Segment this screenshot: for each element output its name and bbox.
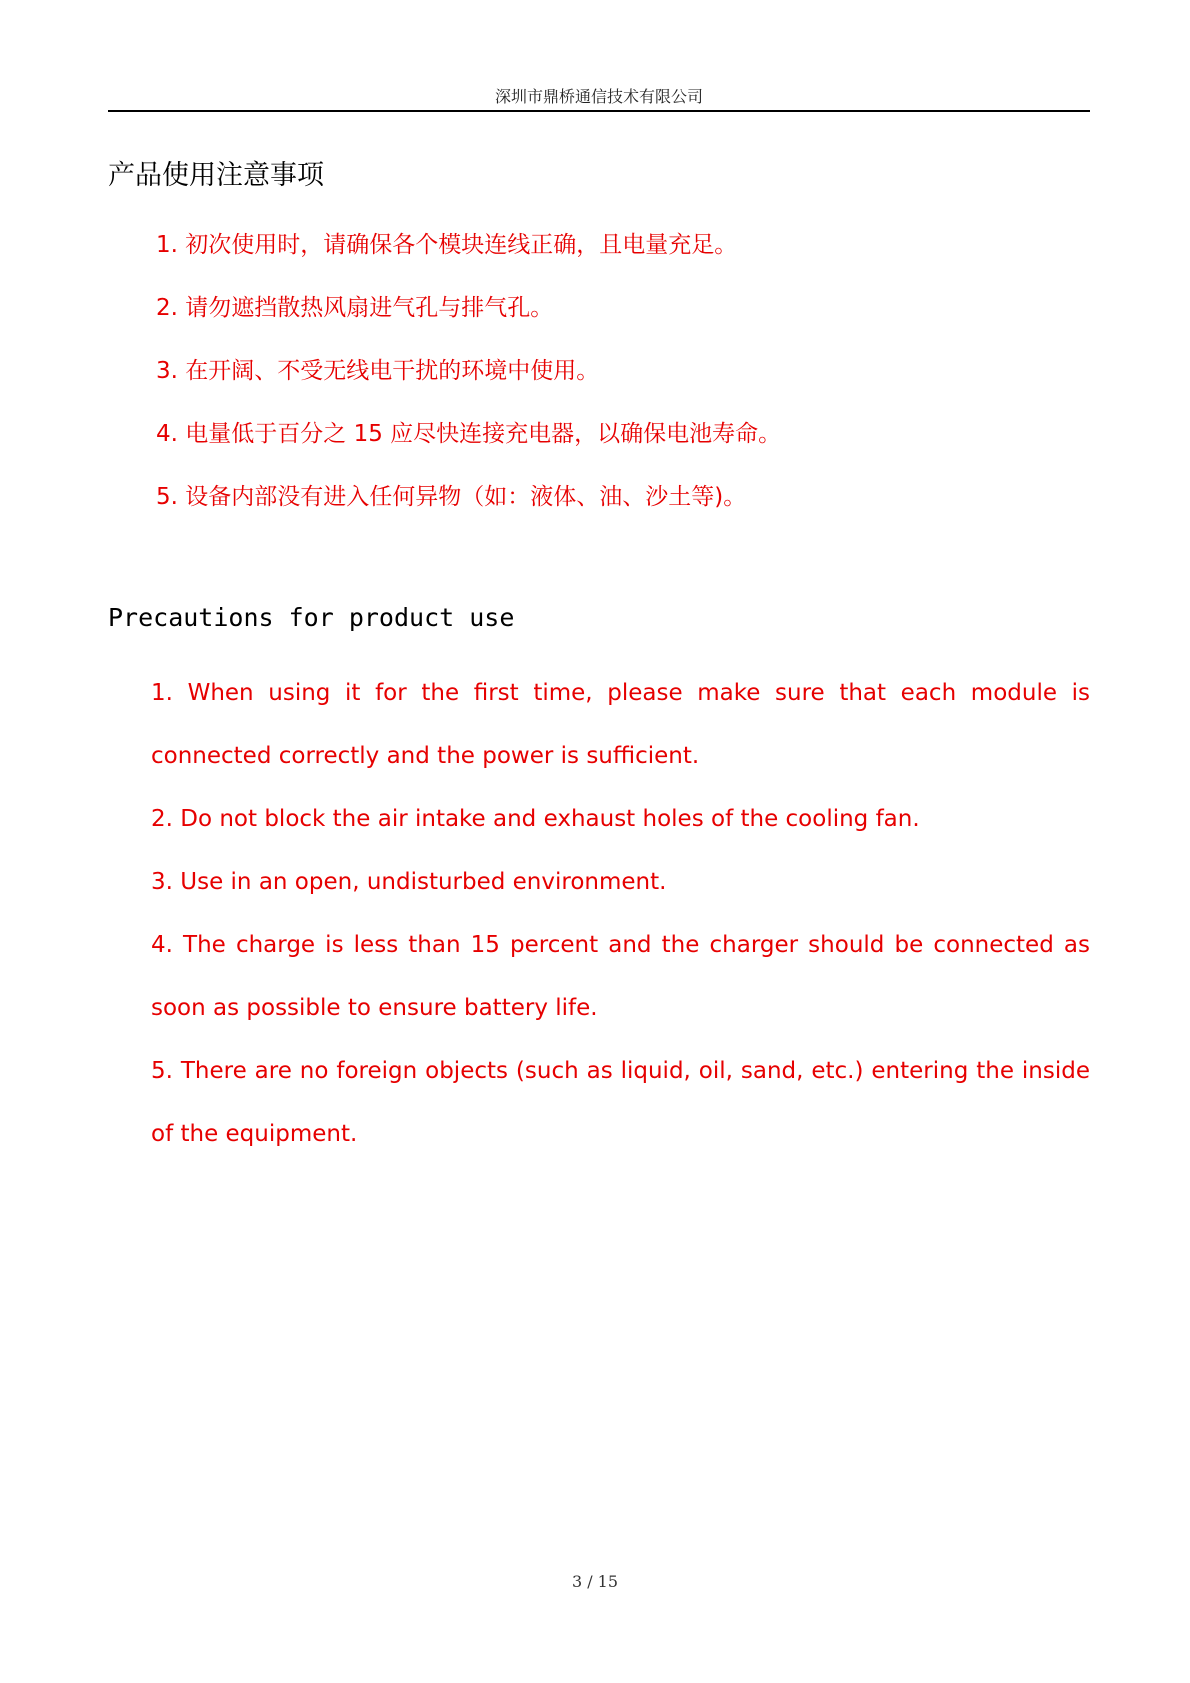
precautions-list-english (151, 662, 1090, 1166)
precaution-item-en-2: 2. Do not block the air intake and exhaust holes of the cooling fan. (151, 806, 920, 832)
header-divider (108, 110, 1090, 112)
precaution-item-cn-3: 3. 在开阔、不受无线电干扰的环境中使用。 (156, 358, 600, 384)
precaution-item-cn-5: 5. 设备内部没有进入任何异物（如：液体、油、沙土等)。 (156, 484, 747, 510)
section-title-english: Precautions for product use (108, 603, 515, 632)
precaution-item-cn-1: 1. 初次使用时，请确保各个模块连线正确，且电量充足。 (156, 232, 738, 258)
page-number: 3 / 15 (571, 1572, 619, 1591)
section-title-chinese: 产品使用注意事项 (108, 160, 324, 191)
precaution-item-cn-2: 2. 请勿遮挡散热风扇进气孔与排气孔。 (156, 295, 554, 321)
precaution-item-en-1: 1. When using it for the first time, please make sure that each module is connected correctly and the power is sufficient. (151, 680, 1090, 769)
precaution-item-cn-4: 4. 电量低于百分之 15 应尽快连接充电器，以确保电池寿命。 (156, 421, 782, 447)
page-header-company: 深圳市鼎桥通信技术有限公司 (494, 87, 703, 106)
precautions-list-chinese (156, 214, 1056, 529)
precaution-item-en-5: 5. There are no foreign objects (such as liquid, oil, sand, etc.) entering the inside of the equipment. (151, 1058, 1090, 1147)
precaution-item-en-4: 4. The charge is less than 15 percent and the charger should be connected as soon as possible to ensure battery life. (151, 932, 1090, 1021)
precaution-item-en-3: 3. Use in an open, undisturbed environment. (151, 869, 667, 895)
